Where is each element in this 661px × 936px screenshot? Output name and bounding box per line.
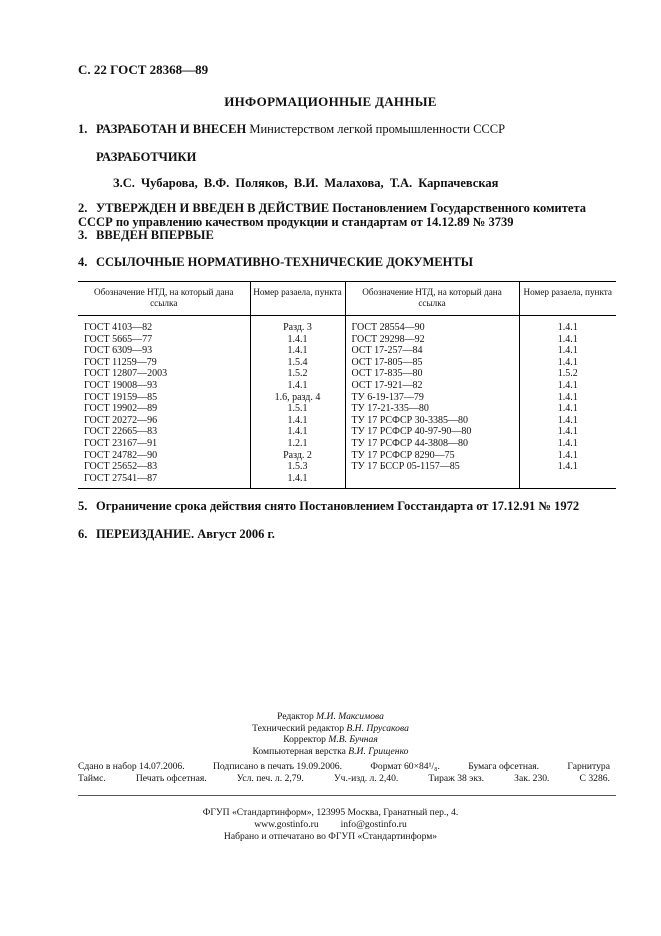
section-5 [78,499,579,513]
credit-tech-editor: Технический редактор В.Н. Прусакова [252,722,409,734]
cell-section-right [519,473,616,489]
cell-section-right: 1.4.1 [557,379,578,391]
table-row [78,403,616,415]
email-link[interactable]: info@gostinfo.ru [340,819,407,830]
cell-section-right: 1.4.1 [557,391,578,403]
col-header-ntd-1: Обозначение НТД, на который дана ссылка [78,281,250,316]
cell-ntd-left: ГОСТ 19902—89 [78,403,250,415]
cell-section-left: 1.4.1 [250,345,345,357]
cell-ntd-left: ГОСТ 19008—93 [78,380,250,392]
cell-section-left: 1.5.2 [250,368,345,380]
table-bottom-border [78,488,616,489]
table-row [78,473,616,489]
cell-section-left: 1.6, разд. 4 [250,392,345,404]
cell-ntd-right: ТУ 17 БССР 05-1157—85 [345,461,519,473]
cell-section-left: 1.4.1 [250,473,345,489]
section-number: 4. [78,255,88,269]
printed-by: Набрано и отпечатано во ФГУП «Стандартинформ» [223,831,438,842]
cell-section-right: 1.4.1 [557,322,578,333]
col-header-ntd-2: Обозначение НТД, на который дана ссылка [345,281,519,316]
table-row [78,316,616,334]
table-row [78,426,616,438]
cell-ntd-right: ОСТ 17-835—80 [345,368,519,380]
credits-block [0,711,661,757]
col-header-section-1: Номер разаела, пункта [250,281,345,316]
page-header: С. 22 ГОСТ 28368—89 [78,62,209,77]
table-row [78,368,616,380]
cell-ntd-right [345,473,519,489]
credit-layout: Компьютерная верстка В.И. Грищенко [252,745,409,757]
page-title: ИНФОРМАЦИОННЫЕ ДАННЫЕ [224,94,437,109]
cell-ntd-left: ГОСТ 4103—82 [78,316,250,334]
cell-section-left: Разд. 2 [250,450,345,462]
cell-ntd-left: ГОСТ 12807—2003 [78,368,250,380]
section-heading: ССЫЛОЧНЫЕ НОРМАТИВНО-ТЕХНИЧЕСКИЕ ДОКУМЕНТЫ [96,255,473,269]
section-number: 5. [78,499,88,513]
table-row [78,392,616,404]
cell-ntd-left: ГОСТ 5665—77 [78,334,250,346]
references-table [78,281,616,488]
cell-ntd-left: ГОСТ 6309—93 [78,345,250,357]
col-header-section-2: Номер разаела, пункта [519,281,616,316]
cell-section-left: 1.5.3 [250,461,345,473]
table-row [78,461,616,473]
cell-section-right: 1.4.1 [557,461,578,473]
cell-ntd-left: ГОСТ 11259—79 [78,357,250,369]
cell-section-left: 1.4.1 [250,426,345,438]
cell-ntd-right: ТУ 17 РСФСР 30-3385—80 [345,415,519,427]
cell-ntd-left: ГОСТ 23167—91 [78,438,250,450]
developers-list: З.С. Чубарова, В.Ф. Поляков, В.И. Малахова, Т.А. Карпачевская [113,176,499,190]
cell-section-right: 1.4.1 [557,345,578,357]
cell-section-right: 1.4.1 [557,426,578,438]
section-number: 3. [78,228,88,242]
table-row [78,334,616,346]
cell-ntd-right: ТУ 17 РСФСР 40-97-90—80 [345,426,519,438]
section-1 [78,122,505,136]
cell-ntd-right: ОСТ 17-805—85 [345,357,519,369]
section-heading: РАЗРАБОТАН И ВНЕСЕН [96,122,247,136]
section-number: 2. [78,201,88,215]
table-header-row [78,281,616,316]
cell-ntd-right: ТУ 17 РСФСР 8290—75 [345,450,519,462]
credit-editor: Редактор М.И. Максимова [277,711,384,722]
cell-section-right: 1.4.1 [557,414,578,426]
publisher-address: ФГУП «Стандартинформ», 123995 Москва, Гранатный пер., 4. [202,807,459,818]
table-row [78,357,616,369]
cell-section-right: 1.4.1 [557,449,578,461]
publishing-row-2: Таймс. Печать офсетная. Усл. печ. л. 2,79. Уч.-изд. л. 2,40. Тираж 38 экз. Зак. 230. С 3286. [78,773,610,784]
section-text: Министерством легкой промышленности СССР [246,122,506,136]
cell-ntd-right: ОСТ 17-921—82 [345,380,519,392]
cell-ntd-left: ГОСТ 24782—90 [78,450,250,462]
website-link[interactable]: www.gostinfo.ru [254,819,319,830]
cell-ntd-left: ГОСТ 20272—96 [78,415,250,427]
table-row [78,380,616,392]
cell-section-right: 1.5.2 [557,368,578,380]
section-text: Постановлением Государственного комитета СССР по управлению качеством продукции и стандартам от 14.12.89 № 3739 [78,201,586,229]
publishing-row-1: Сдано в набор 14.07.2006. Подписано в печать 19.09.2006. Формат 60×84¹/₈. Бумага офсетная. Гарнитура [78,761,610,772]
cell-section-left: Разд. 3 [250,316,345,334]
cell-ntd-right: ТУ 17 РСФСР 44-3808—80 [345,438,519,450]
section-3 [78,228,214,242]
cell-ntd-right: ТУ 6-19-137—79 [345,392,519,404]
cell-ntd-left: ГОСТ 27541—87 [78,473,250,489]
cell-ntd-left: ГОСТ 25652—83 [78,461,250,473]
section-4 [78,255,473,269]
cell-section-left: 1.4.1 [250,334,345,346]
cell-ntd-left: ГОСТ 22665—83 [78,426,250,438]
publishing-info [78,761,610,785]
cell-section-left: 1.5.4 [250,357,345,369]
cell-section-right: 1.4.1 [557,437,578,449]
credit-corrector: Корректор М.В. Бучная [283,734,378,746]
publisher-contacts [0,819,661,831]
cell-ntd-right: ГОСТ 28554—90 [345,316,519,334]
cell-section-right: 1.4.1 [557,356,578,368]
cell-ntd-right: ОСТ 17-257—84 [345,345,519,357]
developers-heading: РАЗРАБОТЧИКИ [96,150,197,164]
cell-section-left: 1.4.1 [250,415,345,427]
table-row [78,438,616,450]
cell-section-left: 1.2.1 [250,438,345,450]
cell-section-right: 1.4.1 [557,403,578,415]
table-row [78,450,616,462]
section-heading: УТВЕРЖДЕН И ВВЕДЕН В ДЕЙСТВИЕ [96,201,330,215]
cell-section-left: 1.4.1 [250,380,345,392]
section-6 [78,527,275,541]
cell-ntd-right: ГОСТ 29298—92 [345,334,519,346]
table-row [78,415,616,427]
section-number: 1. [78,122,88,136]
footer-divider [78,795,616,796]
cell-section-left: 1.5.1 [250,403,345,415]
section-heading: ВВЕДЕН ВПЕРВЫЕ [96,228,214,242]
section-number: 6. [78,527,88,541]
cell-section-right: 1.4.1 [557,333,578,345]
cell-ntd-left: ГОСТ 19159—85 [78,392,250,404]
section-heading: ПЕРЕИЗДАНИЕ. Август 2006 г. [96,527,275,541]
table-row [78,345,616,357]
section-heading: Ограничение срока действия снято Постановлением Госстандарта от 17.12.91 № 1972 [96,499,580,513]
section-2 [78,201,618,229]
publisher-footer [0,807,661,843]
cell-ntd-right: ТУ 17-21-335—80 [345,403,519,415]
